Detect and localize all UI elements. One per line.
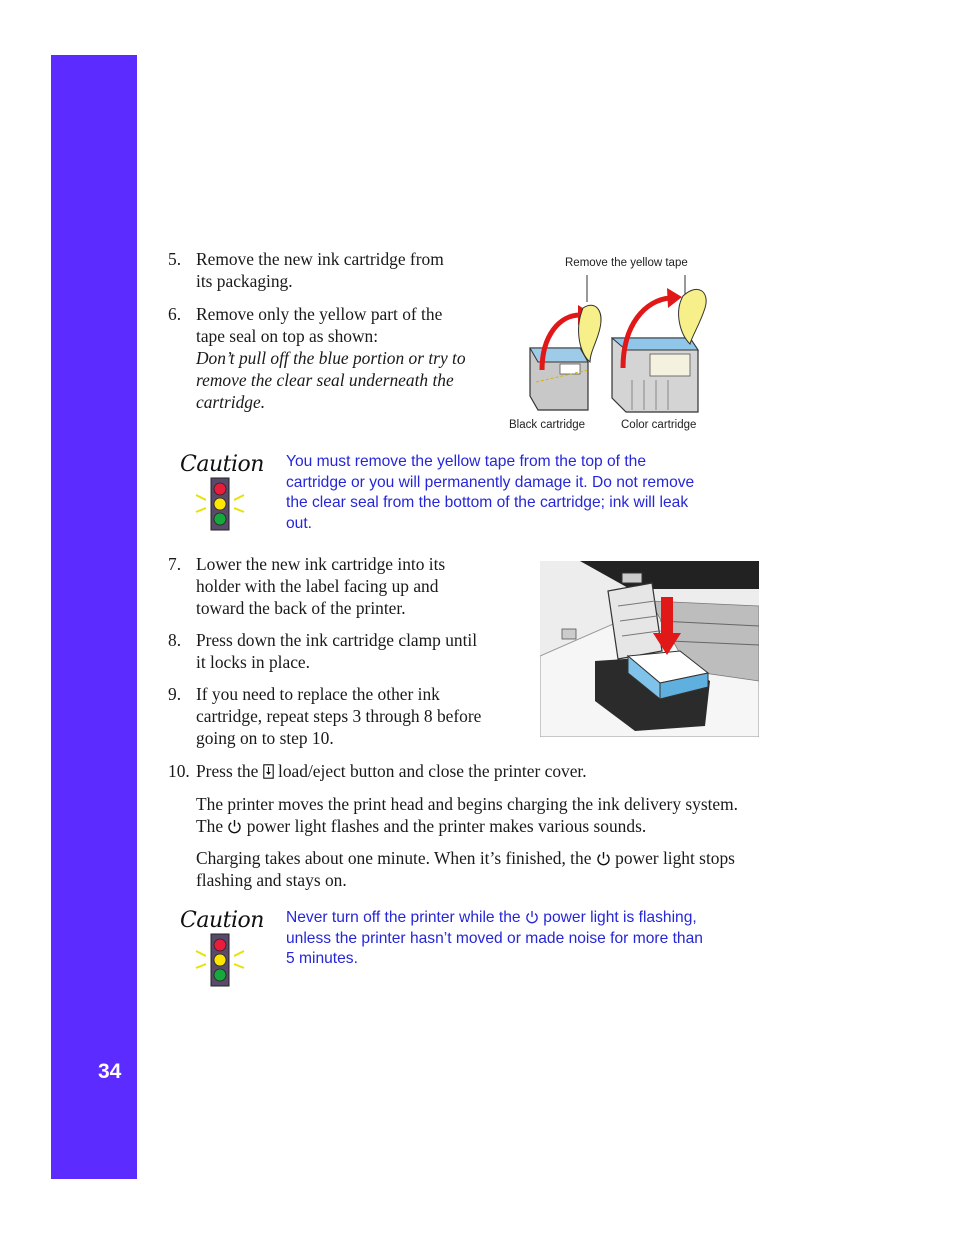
para-line: power light stops xyxy=(615,848,735,868)
step-line: Remove the new ink cartridge from xyxy=(196,249,444,269)
load-eject-icon xyxy=(263,764,274,779)
para-line: The printer moves the print head and begins charging the ink delivery system. xyxy=(196,794,739,814)
step-line: it locks in place. xyxy=(196,652,310,672)
figure-label-black: Black cartridge xyxy=(509,419,586,431)
step-number: 6. xyxy=(168,304,182,324)
step-9 xyxy=(168,683,508,749)
step-line: going on to step 10. xyxy=(196,728,334,748)
caution-word: Caution xyxy=(180,452,264,477)
step-note xyxy=(196,347,466,413)
step-line: toward the back of the printer. xyxy=(196,598,406,618)
note-line: cartridge. xyxy=(196,392,266,412)
caution-word: Caution xyxy=(180,908,264,933)
sidebar-band xyxy=(51,55,137,1179)
step-7 xyxy=(168,553,488,619)
power-icon xyxy=(596,851,611,866)
caution-line: Never turn off the printer while the xyxy=(286,909,521,926)
step-text xyxy=(196,629,477,673)
caution-line: unless the printer hasn’t moved or made noise for more than xyxy=(286,929,703,947)
caution-icon xyxy=(178,908,268,988)
black-cartridge xyxy=(530,348,588,410)
step-5 xyxy=(168,248,468,292)
step-line: Lower the new ink cartridge into its xyxy=(196,554,446,574)
caution-line: 5 minutes. xyxy=(286,950,358,967)
step-text xyxy=(196,683,481,749)
step-line: holder with the label facing up and xyxy=(196,576,439,596)
step-line: cartridge, repeat steps 3 through 8 before xyxy=(196,706,482,726)
caution-message xyxy=(286,908,703,970)
step-number: 5. xyxy=(168,249,182,269)
power-icon xyxy=(227,819,242,834)
para-line: power light flashes and the printer makes various sounds. xyxy=(246,816,647,836)
note-line: Don’t pull off the blue portion or try to xyxy=(196,348,466,368)
para-line: The xyxy=(196,816,224,836)
note-line: remove the clear seal underneath the xyxy=(196,370,454,390)
power-icon xyxy=(525,910,539,924)
arrow-icon xyxy=(661,597,673,635)
printer-illustration xyxy=(540,561,759,737)
figure-label-color: Color cartridge xyxy=(621,419,697,431)
para-line: Charging takes about one minute. When it’s finished, the xyxy=(196,848,592,868)
step-number: 7. xyxy=(168,554,182,574)
caution-line: power light is flashing, xyxy=(543,909,697,926)
step-10 xyxy=(168,760,628,782)
caution-line: cartridge or you will permanently damage it. Do not remove xyxy=(286,473,695,491)
step-line: Press the xyxy=(196,761,259,781)
caution-icon xyxy=(178,452,268,532)
step-line: Press down the ink cartridge clamp until xyxy=(196,630,478,650)
page-number: 34 xyxy=(98,1060,122,1083)
caution-line: You must remove the yellow tape from the top of the xyxy=(286,453,647,470)
step-line: its packaging. xyxy=(196,271,293,291)
step-number: 10. xyxy=(168,761,190,781)
figure-label-remove-tape: Remove the yellow tape xyxy=(565,257,688,269)
step-text xyxy=(196,303,466,413)
caution-line: the clear seal from the bottom of the cartridge; ink will leak xyxy=(286,494,689,511)
para-line: flashing and stays on. xyxy=(196,870,347,890)
step-8 xyxy=(168,629,508,673)
step-line: If you need to replace the other ink xyxy=(196,684,440,704)
caution-line: out. xyxy=(286,514,313,532)
step-line: Remove only the yellow part of the xyxy=(196,304,443,324)
paragraph-charging xyxy=(196,793,776,837)
step-6 xyxy=(168,303,478,413)
step-number: 8. xyxy=(168,630,182,650)
step-line: load/eject button and close the printer cover. xyxy=(278,761,587,781)
step-number: 9. xyxy=(168,684,182,704)
step-text xyxy=(196,553,445,619)
caution-message xyxy=(286,452,694,534)
step-text xyxy=(196,248,444,292)
cartridges-illustration xyxy=(520,270,720,420)
tape-icon xyxy=(679,289,707,344)
step-line: tape seal on top as shown: xyxy=(196,326,379,346)
paragraph-finished xyxy=(196,847,786,891)
step-text xyxy=(196,760,587,782)
